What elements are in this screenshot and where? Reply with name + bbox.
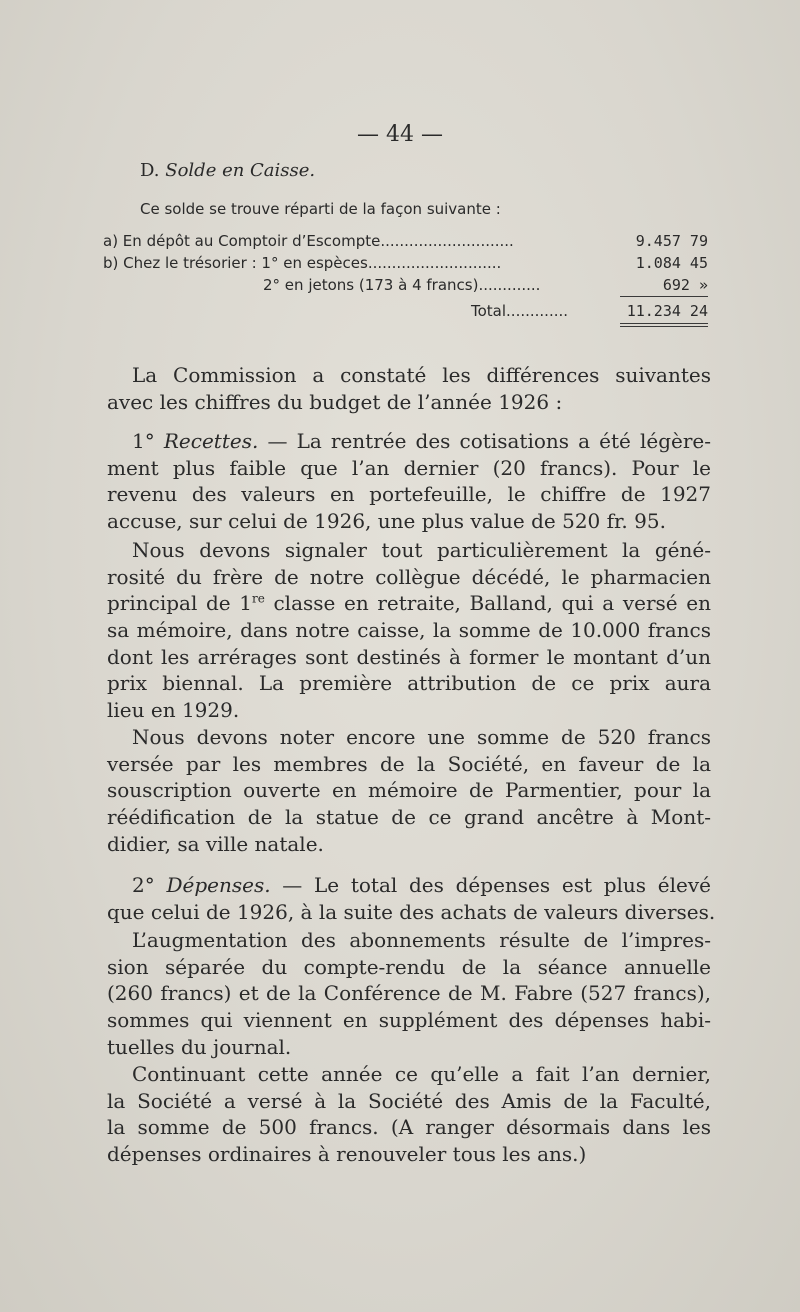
text-line (107, 428, 711, 455)
entry-row (103, 276, 708, 296)
text-line: la somme de 500 francs. (A ranger désormais dans les (107, 1115, 711, 1140)
text-line: souscription ouverte en mémoire de Parmentier, pour la (107, 778, 711, 803)
total-amount: 11.234 24 (626, 302, 708, 320)
text-line: la Société a versé à la Société des Amis de la Faculté, (107, 1088, 711, 1113)
entry-amount: 692 » (662, 276, 708, 294)
entry-row (103, 254, 708, 274)
entry-row (103, 232, 708, 252)
text-line: réédification de la statue de ce grand ancêtre à Mont- (107, 805, 711, 830)
text-line: didier, sa ville natale. (107, 831, 324, 856)
heading-number: 1° (132, 429, 155, 453)
heading-number: 2° (132, 873, 155, 897)
paragraph (107, 537, 711, 724)
entry-label: b) Chez le trésorier : 1° en espèces............................ (103, 254, 502, 272)
entry-label: 2° en jetons (173 à 4 francs)............. (263, 276, 541, 294)
text-line: (260 francs) et de la Conférence de M. Fabre (527 francs), (107, 981, 711, 1006)
text-fragment: — La rentrée des cotisations a été légère- (267, 429, 712, 453)
text-line: accuse, sur celui de 1926, une plus value de 520 fr. 95. (107, 509, 666, 534)
text-line: Continuant cette année ce qu’elle a fait l’an dernier, (132, 1062, 711, 1086)
total-rule-1 (620, 323, 708, 324)
text-line: Nous devons signaler tout particulièrement la géné- (132, 538, 711, 562)
paragraph (107, 1061, 711, 1168)
section-letter: D. (140, 160, 160, 181)
text-line: L’augmentation des abonnements résulte de l’impres- (132, 928, 711, 952)
text-line: lieu en 1929. (107, 698, 240, 723)
text-line: La Commission a constaté les différences suivantes (132, 363, 711, 387)
text-line: principal de 1re classe en retraite, Balland, qui a versé en (107, 591, 711, 616)
text-line: que celui de 1926, à la suite des achats de valeurs diverses. (107, 899, 716, 924)
section-title: Solde en Caisse. (165, 160, 316, 181)
text-line: avec les chiffres du budget de l’année 1926 : (107, 389, 563, 414)
paragraph (107, 927, 711, 1060)
text-line: revenu des valeurs en portefeuille, le chiffre de 1927 (107, 482, 711, 507)
total-label: Total............. (471, 302, 569, 320)
text-fragment: — Le total des dépenses est plus élevé (282, 873, 711, 897)
total-rule-2 (620, 326, 708, 327)
text-line: sa mémoire, dans notre caisse, la somme de 10.000 francs (107, 618, 711, 643)
total-row (103, 302, 708, 322)
entry-amount: 9.457 79 (635, 232, 708, 250)
text-line: dont les arrérages sont destinés à former le montant d’un (107, 644, 711, 669)
subtotal-rule (620, 296, 708, 297)
heading-word: Recettes. (163, 429, 259, 453)
text-line: sommes qui viennent en supplément des dépenses habi- (107, 1008, 711, 1033)
text-line: versée par les membres de la Société, en faveur de la (107, 751, 711, 776)
paragraph (107, 724, 711, 857)
heading-word: Dépenses. (166, 873, 271, 897)
intro-line: Ce solde se trouve réparti de la façon suivante : (140, 200, 501, 218)
entry-amount: 1.084 45 (635, 254, 708, 272)
section-heading (140, 160, 315, 181)
text-line: rosité du frère de notre collègue décédé, le pharmacien (107, 564, 711, 589)
paragraph (107, 872, 716, 925)
text-line: Nous devons noter encore une somme de 520 francs (132, 725, 711, 749)
text-line: sion séparée du compte-rendu de la séance annuelle (107, 954, 711, 979)
text-line: ment plus faible que l’an dernier (20 francs). Pour le (107, 455, 711, 480)
paragraph (107, 362, 711, 415)
paragraph (107, 428, 711, 535)
text-line: dépenses ordinaires à renouveler tous les ans.) (107, 1142, 587, 1167)
text-line: prix biennal. La première attribution de ce prix aura (107, 671, 711, 696)
entry-label: a) En dépôt au Comptoir d’Escompte............................ (103, 232, 514, 250)
page-number: — 44 — (357, 122, 443, 147)
text-line (107, 872, 711, 899)
text-line: tuelles du journal. (107, 1034, 292, 1059)
